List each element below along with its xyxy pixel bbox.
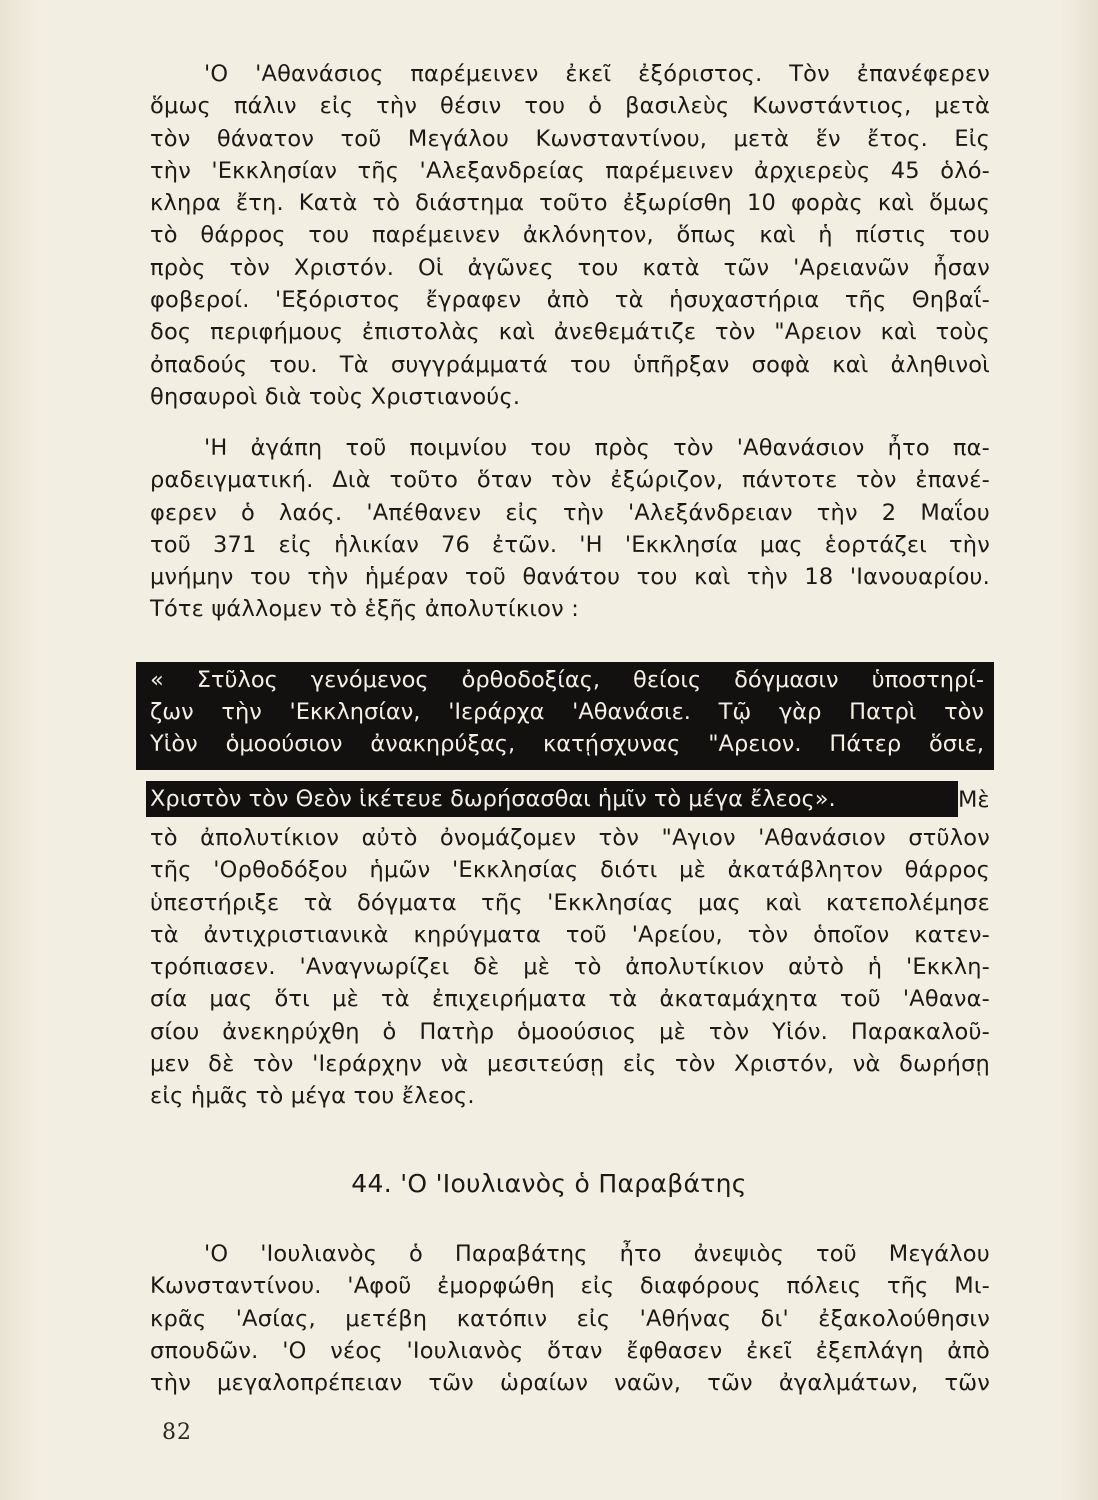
text-line: πρὸς τὸν Χριστόν. Οἱ ἀγῶνες του κατὰ τῶν 'Αρειανῶν ἦσαν bbox=[150, 254, 990, 281]
text-line: φερεν ὁ λαός. 'Απέθανεν εἰς τὴν 'Αλεξάνδρειαν τὴν 2 Μαΐου bbox=[150, 499, 990, 526]
text-line: δος περιφήμους ἐπιστολὰς καὶ ἀνεθεμάτιζε τὸν "Αρειον καὶ τοὺς bbox=[150, 319, 990, 346]
hymn-highlight-last-line bbox=[146, 781, 958, 817]
text-line: τοῦ 371 εἰς ἡλικίαν 76 ἐτῶν. 'Η 'Εκκλησία μας ἑορτάζει τὴν bbox=[150, 531, 990, 558]
page-number: 82 bbox=[162, 1420, 192, 1445]
text-line: τὴν μεγαλοπρέπειαν τῶν ὡραίων ναῶν, τῶν ἀγαλμάτων, τῶν bbox=[150, 1370, 990, 1397]
text-line: κληρα ἔτη. Κατὰ τὸ διάστημα τοῦτο ἐξωρίσθη 10 φορὰς καὶ ὅμως bbox=[150, 190, 990, 217]
text-line: φοβεροί. 'Εξόριστος ἔγραφεν ἀπὸ τὰ ἡσυχαστήρια τῆς Θηβαΐ- bbox=[150, 287, 990, 314]
hymn-tail-word: Μὲ bbox=[958, 787, 990, 813]
text-line: ὑπεστήριξε τὰ δόγματα τῆς 'Εκκλησίας μας καὶ κατεπολέμησε bbox=[150, 889, 990, 916]
hymn-line: « Στῦλος γενόμενος ὀρθοδοξίας, θείοις δόγμασιν ὑποστηρί- bbox=[150, 667, 984, 693]
text-line: Κωνσταντίνου. 'Αφοῦ ἐμορφώθη εἰς διαφόρους πόλεις τῆς Μι- bbox=[150, 1273, 990, 1300]
text-line: τῆς 'Ορθοδόξου ἡμῶν 'Εκκλησίας διότι μὲ ἀκατάβλητον θάρρος bbox=[150, 857, 990, 884]
text-line: μεν δὲ τὸν 'Ιεράρχην νὰ μεσιτεύσῃ εἰς τὸν Χριστόν, νὰ δωρήσῃ bbox=[150, 1051, 990, 1078]
text-line: σπουδῶν. 'Ο νέος 'Ιουλιανὸς ὅταν ἔφθασεν ἐκεῖ ἐξεπλάγη ἀπὸ bbox=[150, 1337, 990, 1364]
hymn-line: ζων τὴν 'Εκκλησίαν, 'Ιεράρχα 'Αθανάσιε. Τῷ γὰρ Πατρὶ τὸν bbox=[150, 699, 984, 725]
text-line: θησαυροὶ διὰ τοὺς Χριστιανούς. bbox=[150, 383, 521, 410]
hymn-highlight-block bbox=[136, 662, 994, 770]
text-line: κρᾶς 'Ασίας, μετέβη κατόπιν εἰς 'Αθήνας δι' ἐξακολούθησιν bbox=[150, 1305, 990, 1332]
text-line: τὸ θάρρος του παρέμεινεν ἀκλόνητον, ὅπως καὶ ἡ πίστις του bbox=[150, 222, 990, 249]
text-line: εἰς ἡμᾶς τὸ μέγα του ἔλεος. bbox=[150, 1083, 475, 1110]
text-line: 'Ο 'Ιουλιανὸς ὁ Παραβάτης ἦτο ἀνεψιὸς τοῦ Μεγάλου bbox=[204, 1241, 990, 1267]
text-line: σία μας ὅτι μὲ τὰ ἐπιχειρήματα τὰ ἀκαταμάχητα τοῦ 'Αθανα- bbox=[150, 986, 990, 1013]
text-line: ὀπαδούς του. Τὰ συγγράμματά του ὑπῆρξαν σοφὰ καὶ ἀληθινοὶ bbox=[150, 351, 990, 378]
text-line: τὴν 'Εκκλησίαν τῆς 'Αλεξανδρείας παρέμεινεν ἀρχιερεὺς 45 ὁλό- bbox=[150, 157, 990, 184]
paragraph-julian-apostate bbox=[150, 1238, 990, 1399]
text-line: ὅμως πάλιν εἰς τὴν θέσιν του ὁ βασιλεὺς Κωνστάντιος, μετὰ bbox=[150, 93, 990, 120]
text-line: τὸ ἀπολυτίκιον αὐτὸ ὀνομάζομεν τὸν "Αγιον 'Αθανάσιον στῦλον bbox=[150, 825, 990, 851]
text-line: τὰ ἀντιχριστιανικὰ κηρύγματα τοῦ 'Αρείου, τὸν ὁποῖον κατεν- bbox=[150, 921, 990, 948]
text-line: 'Η ἀγάπη τοῦ ποιμνίου του πρὸς τὸν 'Αθανάσιον ἦτο πα- bbox=[204, 435, 990, 461]
text-line: ραδειγματική. Διὰ τοῦτο ὅταν τὸν ἐξώριζον, πάντοτε τὸν ἐπανέ- bbox=[150, 467, 990, 494]
hymn-line: Υἱὸν ὁμοούσιον ἀνακηρύξας, κατῄσχυνας "Αρειον. Πάτερ ὅσιε, bbox=[150, 731, 984, 757]
text-line: 'Ο 'Αθανάσιος παρέμεινεν ἐκεῖ ἐξόριστος. Τὸν ἐπανέφερεν bbox=[204, 61, 990, 87]
paragraph-athanasius-exile bbox=[150, 58, 990, 413]
paragraph-apolytikion-meaning bbox=[150, 822, 990, 1113]
text-line: μνήμην του τὴν ἡμέραν τοῦ θανάτου του καὶ τὴν 18 'Ιανουαρίου. bbox=[150, 564, 990, 591]
text-line: τὸν θάνατον τοῦ Μεγάλου Κωνσταντίνου, μετὰ ἕν ἔτος. Εἰς bbox=[150, 125, 990, 152]
hymn-line: Χριστὸν τὸν Θεὸν ἱκέτευε δωρήσασθαι ἡμῖν τὸ μέγα ἔλεος». bbox=[150, 786, 836, 812]
paragraph-flock-love bbox=[150, 432, 990, 626]
section-heading: 44. 'Ο 'Ιουλιανὸς ὁ Παραβάτης bbox=[351, 1169, 747, 1198]
text-line: Τότε ψάλλομεν τὸ ἑξῆς ἀπολυτίκιον : bbox=[150, 596, 580, 623]
text-line: τρόπιασεν. 'Αναγνωρίζει δὲ μὲ τὸ ἀπολυτίκιον αὐτὸ ἡ 'Εκκλη- bbox=[150, 954, 990, 981]
text-line: σίου ἀνεκηρύχθη ὁ Πατὴρ ὁμοούσιος μὲ τὸν Υἱόν. Παρακαλοῦ- bbox=[150, 1018, 990, 1045]
